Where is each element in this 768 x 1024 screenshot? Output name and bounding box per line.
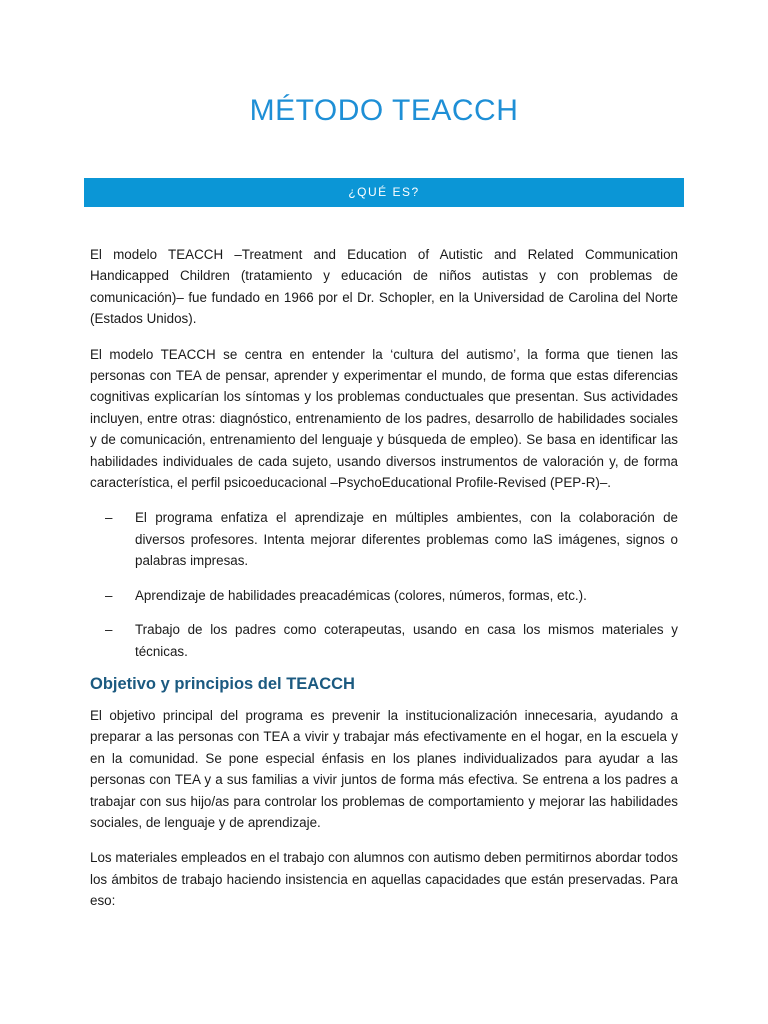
list-item-text: Aprendizaje de habilidades preacadémicas (colores, números, formas, etc.). xyxy=(135,587,587,603)
list-item-text: El programa enfatiza el aprendizaje en múltiples ambientes, con la colaboración de diversos profesores. Intenta mejorar diferentes problemas como laS imágenes, signos o palabras impresas. xyxy=(135,510,678,569)
list-dash: – xyxy=(105,622,113,638)
list-item-text: Trabajo de los padres como coterapeutas, usando en casa los mismos materiales y técnicas. xyxy=(135,622,678,659)
list-dash: – xyxy=(105,510,113,526)
section-banner: ¿QUÉ ES? xyxy=(84,178,684,207)
document-title: MÉTODO TEACCH xyxy=(249,94,519,127)
paragraph-materials: Los materiales empleados en el trabajo con alumnos con autismo deben permitirnos abordar todos los ámbitos de trabajo haciendo insistencia en aquellas capacidades que están preservadas. Para eso: xyxy=(90,850,678,909)
list-item xyxy=(105,507,678,571)
paragraph-objective: El objetivo principal del programa es prevenir la institucionalización innecesaria, ayudando a preparar a las personas con TEA a vivir y trabajar más efectivamente en el hogar, en la escuela y en la comunidad. Se pone especial énfasis en los planes individualizados para ayudar a las personas con TEA y a sus familias a vivir juntos de forma más efectiva. Se entrena a los padres a trabajar con sus hijo/as para controlar los problemas de comportamiento y mejorar las habilidades sociales, de lenguaje y de aprendizaje. xyxy=(90,707,678,830)
list-item xyxy=(105,619,678,662)
paragraph-model-description: El modelo TEACCH se centra en entender la ‘cultura del autismo’, la forma que tienen las personas con TEA de pensar, aprender y experimentar el mundo, de forma que estas diferencias cognitivas explicarían los síntomas y los problemas conductuales que presentan. Sus actividades incluyen, entre otras: diagnóstico, entrenamiento de los padres, desarrollo de habilidades sociales y de comunicación, entrenamiento del lenguaje y búsqueda de empleo). Se basa en identificar las habilidades individuales de cada sujeto, usando diversos instrumentos de valoración y, de forma característica, el perfil psicoeducacional –PsychoEducational Profile-Revised (PEP-R)–. xyxy=(90,346,678,491)
section-subheading: Objetivo y principios del TEACCH xyxy=(90,674,355,693)
paragraph-intro: El modelo TEACCH –Treatment and Education of Autistic and Related Communication Handicapped Children (tratamiento y educación de niños autistas y con problemas de comunicación)– fue fundado en 1966 por el Dr. Schopler, en la Universidad de Carolina del Norte (Estados Unidos). xyxy=(90,247,678,327)
document-body xyxy=(90,244,678,926)
list-dash: – xyxy=(105,587,113,603)
list-item xyxy=(105,585,678,606)
